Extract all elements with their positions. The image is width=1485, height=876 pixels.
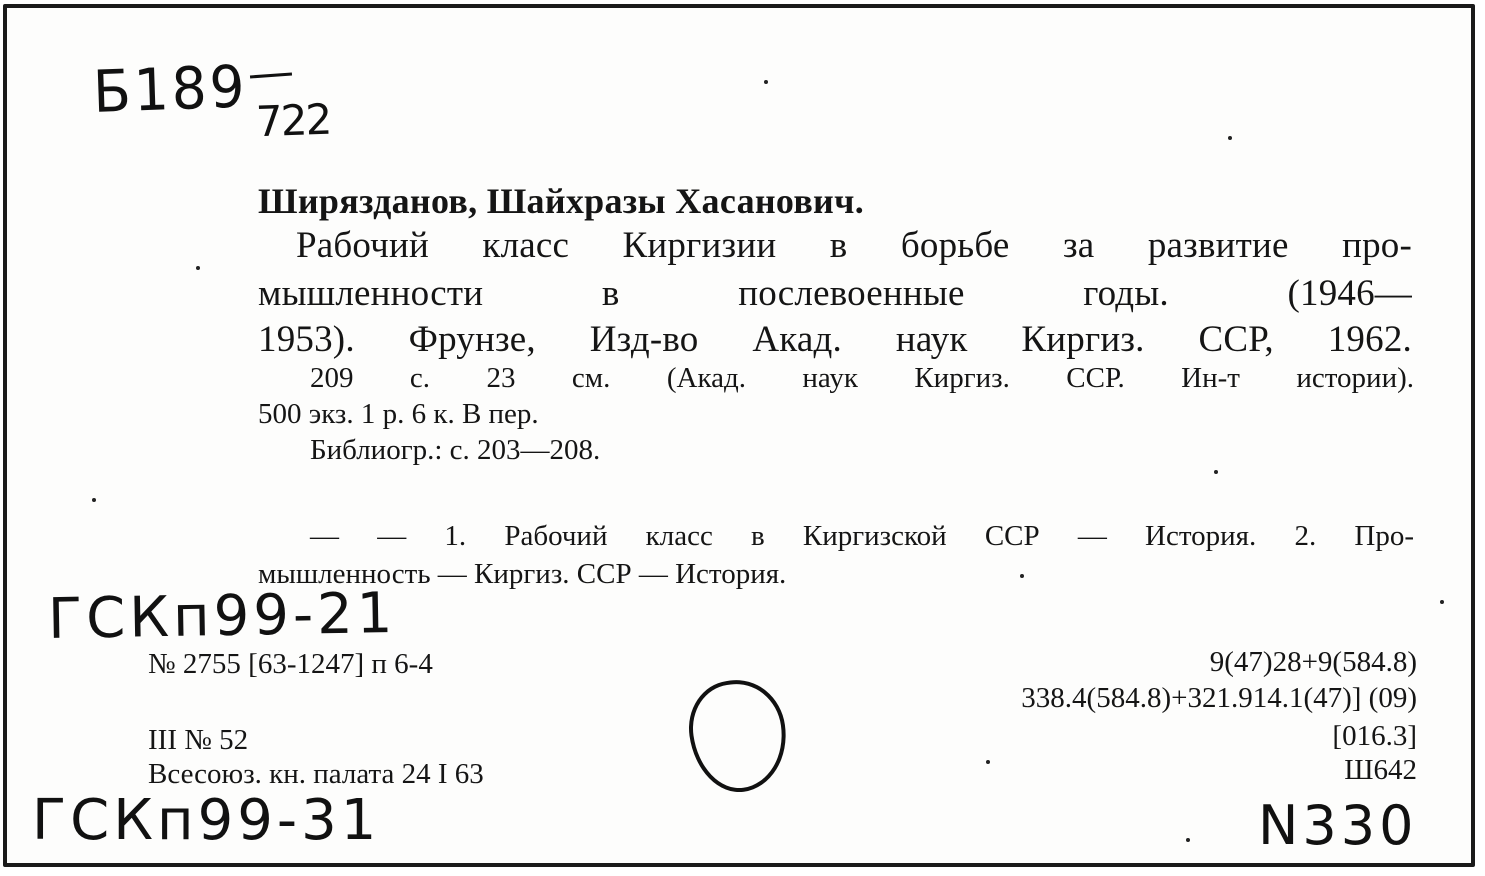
- title-line: Рабочий класс Киргизии в борьбе за развитие про-: [296, 225, 1412, 266]
- library-number: III № 52: [148, 724, 249, 756]
- classification-line: 9(47)28+9(584.8): [1209, 646, 1417, 678]
- title-line: 1953). Фрунзе, Изд-во Акад. наук Киргиз. ССР, 1962.: [258, 319, 1412, 360]
- handwritten-inventory-number: N330: [1258, 794, 1418, 857]
- handwritten-shelfmark-sub: 722: [255, 94, 332, 147]
- classification-line: 338.4(584.8)+321.914.1(47)] (09): [1021, 682, 1417, 714]
- title-line: мышленности в послевоенные годы. (1946—: [258, 273, 1412, 314]
- handwritten-code-bottom: ГСКп99-31: [32, 788, 381, 853]
- author-heading: Ширяздaнов, Шайхразы Хасанович.: [258, 181, 865, 221]
- subject-line: — — 1. Рабочий класс в Киргизской ССР — История. 2. Про-: [310, 520, 1414, 552]
- scan-speck: [986, 760, 990, 764]
- classification-line: [016.3]: [1332, 720, 1417, 752]
- scan-speck: [1020, 574, 1024, 578]
- scan-speck: [764, 80, 768, 84]
- scan-speck: [1440, 600, 1444, 604]
- handwritten-code-top: ГСКп99-21: [47, 580, 397, 653]
- order-number: № 2755 [63-1247] п 6-4: [148, 648, 433, 680]
- scan-speck: [196, 266, 200, 270]
- classification-line: Ш642: [1344, 754, 1417, 786]
- book-chamber-line: Всесоюз. кн. палата 24 I 63: [148, 758, 484, 790]
- bibliography-note: Библиогр.: с. 203—208.: [310, 434, 601, 466]
- handwritten-shelfmark: Б189: [92, 52, 249, 126]
- subject-line: мышленность — Киргиз. ССР — История.: [258, 558, 787, 590]
- description-line: 500 экз. 1 р. 6 к. В пер.: [258, 398, 539, 430]
- scan-speck: [1228, 136, 1232, 140]
- scan-speck: [1186, 838, 1190, 842]
- scan-speck: [92, 498, 96, 502]
- scan-speck: [1214, 470, 1218, 474]
- description-line: 209 с. 23 см. (Акад. наук Киргиз. ССР. Ин-т истории).: [310, 362, 1414, 394]
